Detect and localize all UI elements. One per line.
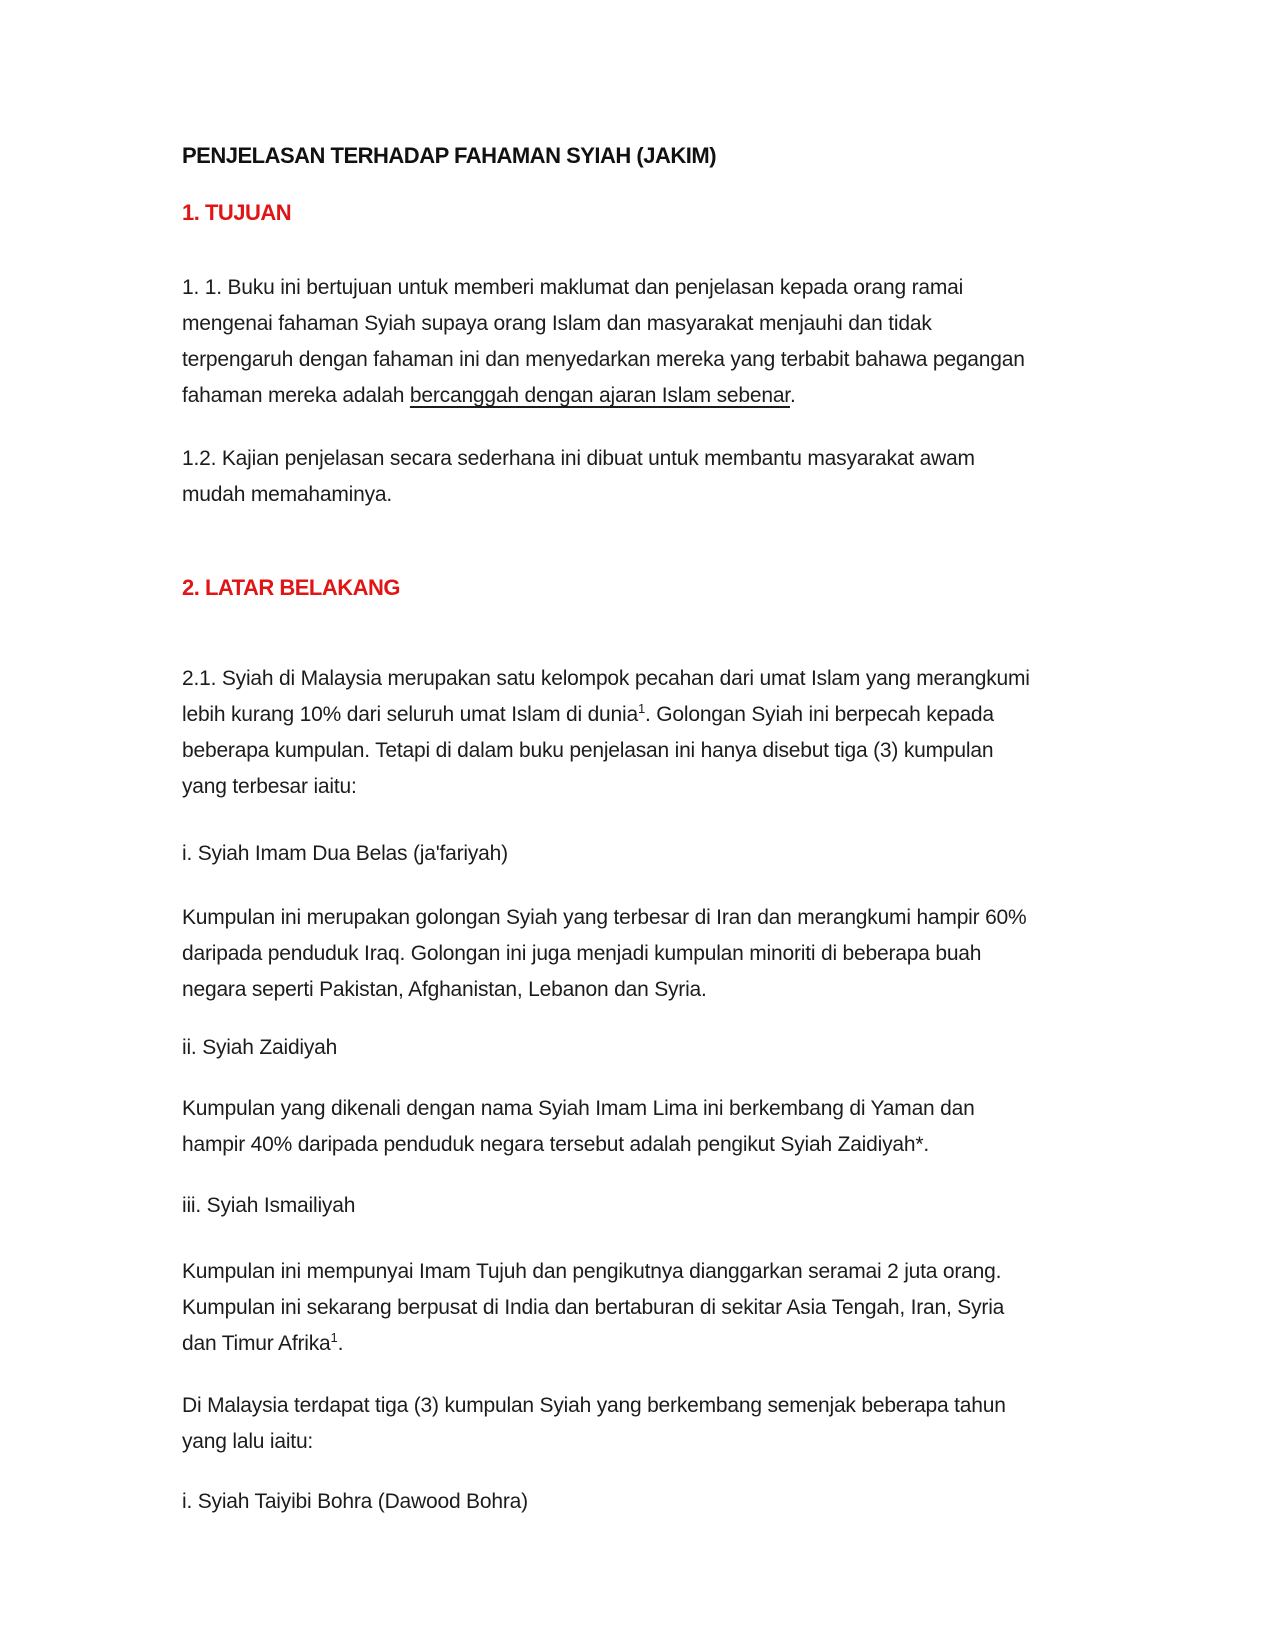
underlined-phrase: bercanggah dengan ajaran Islam sebenar <box>409 384 790 407</box>
paragraph-1-2: 1.2. Kajian penjelasan secara sederhana ini dibuat untuk membantu masyarakat awam mudah memahaminya. <box>182 447 975 506</box>
footnote-ref-2: 1 <box>330 1330 338 1345</box>
list-item-iii-label: iii. Syiah Ismailiyah <box>182 1194 356 1217</box>
list-item-i-label: i. Syiah Imam Dua Belas (ja'fariyah) <box>182 842 508 865</box>
document-title: PENJELASAN TERHADAP FAHAMAN SYIAH (JAKIM) <box>182 143 717 168</box>
paragraph-2-1-rest: . Golongan Syiah ini berpecah kepada beberapa kumpulan. Tetapi di dalam buku penjelasan ini hanya disebut tiga (3) kumpulan yang terbesar iaitu: <box>182 703 994 798</box>
section-2-heading: 2. LATAR BELAKANG <box>182 575 401 600</box>
paragraph-malaysia: Di Malaysia terdapat tiga (3) kumpulan Syiah yang berkembang semenjak beberapa tahun yang lalu iaitu: <box>182 1394 1006 1453</box>
paragraph-2-1 <box>182 661 1030 805</box>
list-item-iii-period: . <box>337 1332 344 1355</box>
section-1-heading: 1. TUJUAN <box>182 200 292 225</box>
list-item-iii-pre: Kumpulan ini mempunyai Imam Tujuh dan pengikutnya dianggarkan seramai 2 juta orang. Kumpulan ini sekarang berpusat di India dan bertaburan di sekitar Asia Tengah, Iran, Syria dan Timur Afrika <box>182 1260 1005 1355</box>
paragraph-1-1 <box>182 270 1030 414</box>
paragraph-2-1-text: 2.1. Syiah di Malaysia merupakan satu kelompok pecahan dari umat Islam yang merangkumi lebih kurang 10% dari seluruh umat Islam di dunia <box>182 667 1030 726</box>
paragraph-1-1-text: 1. 1. Buku ini bertujuan untuk memberi maklumat dan penjelasan kepada orang ramai mengenai fahaman Syiah supaya orang Islam dan masyarakat menjauhi dan tidak terpengaruh dengan fahaman ini dan menyedarkan mereka yang terbabit bahawa pegangan fahaman mereka adalah <box>182 276 1025 407</box>
list-item-iii-text <box>182 1254 1030 1362</box>
list-item-ii-text: Kumpulan yang dikenali dengan nama Syiah Imam Lima ini berkembang di Yaman dan hampir 40% daripada penduduk negara tersebut adalah pengikut Syiah Zaidiyah*. <box>182 1097 975 1156</box>
list-item-i-text: Kumpulan ini merupakan golongan Syiah yang terbesar di Iran dan merangkumi hampir 60% daripada penduduk Iraq. Golongan ini juga menjadi kumpulan minoriti di beberapa buah negara seperti Pakistan, Afghanistan, Lebanon dan Syria. <box>182 906 1027 1001</box>
footnote-ref-1: 1 <box>637 701 645 716</box>
paragraph-1-1-period: . <box>789 384 796 407</box>
list-item-ii-label: ii. Syiah Zaidiyah <box>182 1036 338 1059</box>
list-item-bohra-label: i. Syiah Taiyibi Bohra (Dawood Bohra) <box>182 1490 528 1513</box>
